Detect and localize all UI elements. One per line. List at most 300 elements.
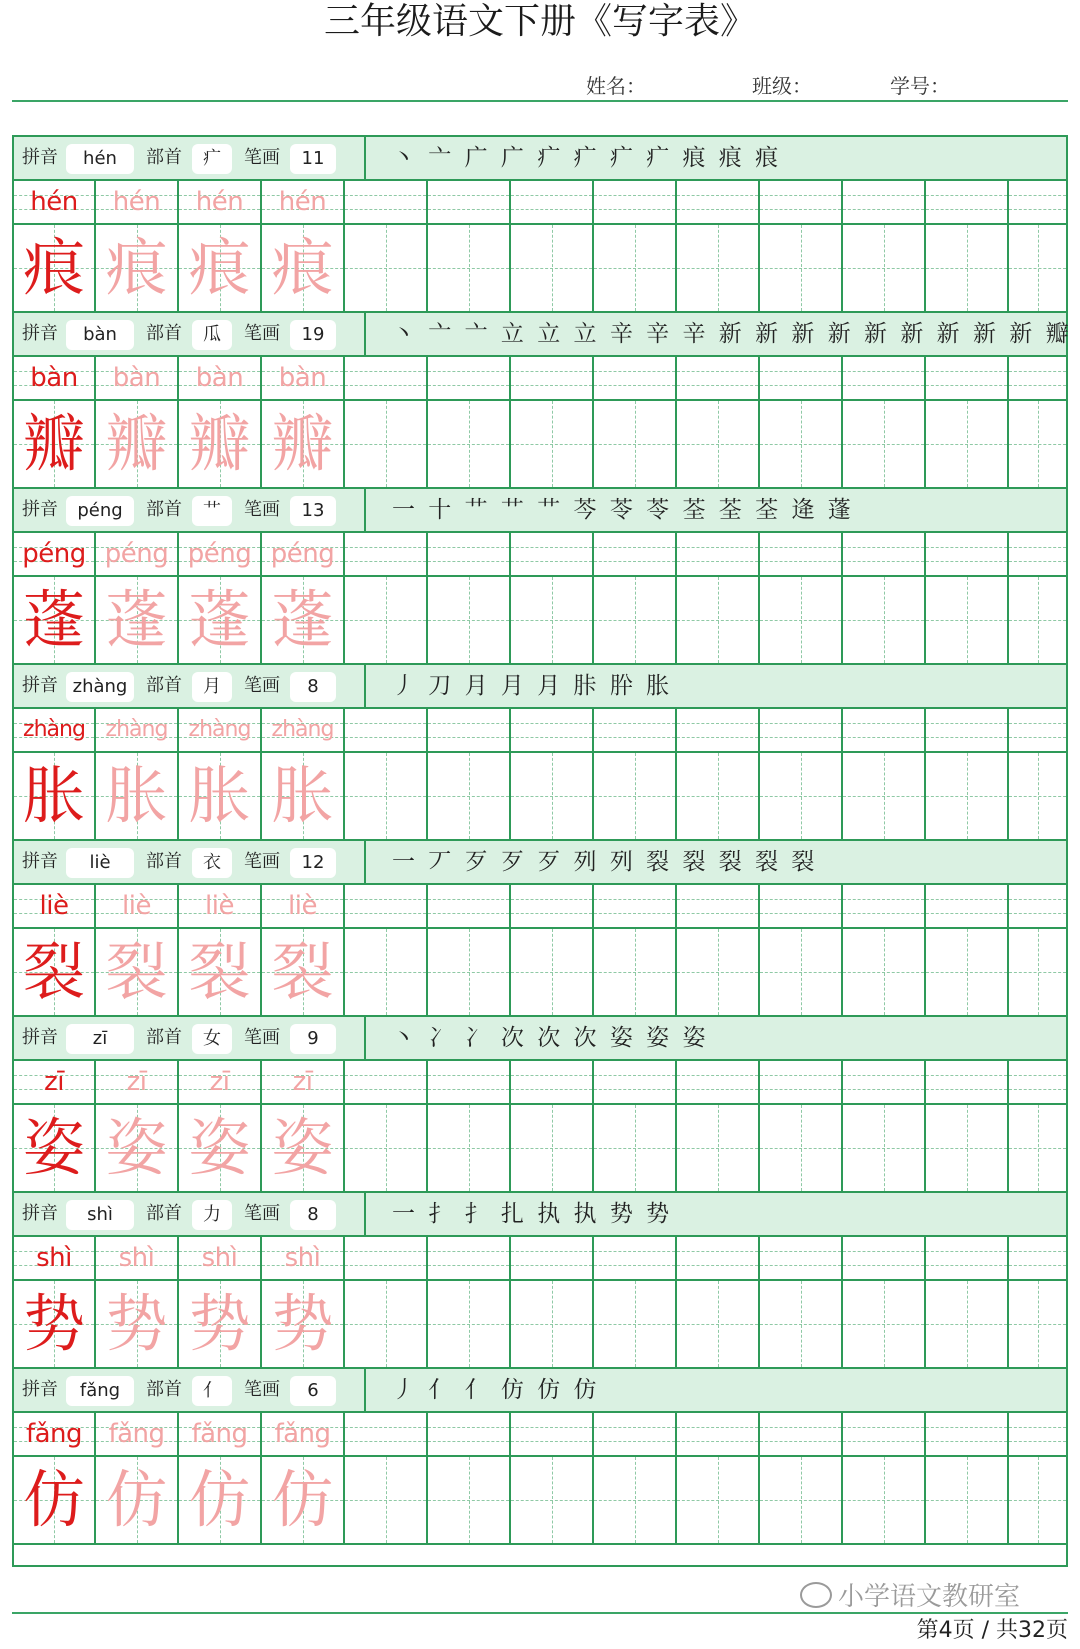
tianzige-cell[interactable] (843, 1281, 926, 1367)
tianzige-cell (96, 225, 179, 311)
pinyin-cell (179, 181, 262, 223)
trace-character: 胀 (105, 759, 168, 832)
trace-character: 仿 (105, 1463, 168, 1536)
model-character: 瓣 (22, 407, 85, 480)
stroke-count: 8 (290, 672, 336, 702)
pinyin-cell[interactable] (760, 1413, 843, 1455)
trace-pinyin: zī (292, 1067, 313, 1097)
tianzige-cell (96, 753, 179, 839)
pinyin-cell[interactable] (594, 709, 677, 751)
pinyin-cell (96, 709, 179, 751)
tianzige-cell[interactable] (926, 929, 1009, 1015)
watermark (800, 1580, 1020, 1614)
pinyin-cell[interactable] (511, 181, 594, 223)
trace-character: 姿 (271, 1111, 334, 1184)
pinyin-cell[interactable] (926, 885, 1009, 927)
pinyin-cell[interactable] (1009, 709, 1066, 751)
tianzige-cell (179, 577, 262, 663)
pinyin-cell (96, 181, 179, 223)
tianzige-cell[interactable] (428, 929, 511, 1015)
pinyin-cell (179, 709, 262, 751)
pinyin-row (14, 885, 1066, 929)
tianzige-cell[interactable] (677, 753, 760, 839)
tianzige-cell[interactable] (843, 929, 926, 1015)
strokes-label: 笔画 (244, 323, 280, 344)
tianzige-cell[interactable] (511, 401, 594, 487)
tianzige-cell[interactable] (428, 1281, 511, 1367)
model-pinyin: liè (39, 891, 69, 921)
tianzige-cell (14, 577, 96, 663)
tianzige-cell[interactable] (345, 401, 428, 487)
trace-pinyin: zhàng (105, 717, 168, 742)
pinyin-cell[interactable] (428, 709, 511, 751)
tianzige-cell[interactable] (428, 1105, 511, 1191)
pinyin-cell[interactable] (594, 885, 677, 927)
strokes-label: 笔画 (244, 499, 280, 520)
trace-pinyin: bàn (195, 363, 244, 393)
pinyin-cell[interactable] (1009, 1061, 1066, 1103)
tianzige-cell[interactable] (345, 225, 428, 311)
tianzige-cell[interactable] (677, 1457, 760, 1543)
tianzige-cell[interactable] (1009, 577, 1066, 663)
char-block (14, 665, 1066, 841)
pinyin-value: fǎng (66, 1376, 134, 1406)
trace-character: 蓬 (271, 583, 334, 656)
tianzige-cell[interactable] (594, 225, 677, 311)
tianzige-cell[interactable] (428, 225, 511, 311)
tianzige-cell[interactable] (677, 577, 760, 663)
tianzige-cell[interactable] (511, 225, 594, 311)
pinyin-cell[interactable] (594, 357, 677, 399)
pinyin-cell[interactable] (843, 357, 926, 399)
pinyin-cell[interactable] (843, 1061, 926, 1103)
tianzige-cell[interactable] (345, 753, 428, 839)
pinyin-cell[interactable] (677, 1237, 760, 1279)
stroke-order: 丶 亠 广 广 疒 疒 疒 疒 痕 痕 痕 (392, 145, 782, 171)
watermark-text: 小学语文教研室 (838, 1582, 1021, 1612)
tianzige-cell (96, 1281, 179, 1367)
tianzige-cell (96, 401, 179, 487)
pinyin-cell[interactable] (760, 533, 843, 575)
tianzige-cell[interactable] (511, 1105, 594, 1191)
pinyin-cell (96, 357, 179, 399)
tianzige-cell[interactable] (843, 1457, 926, 1543)
tianzige-cell[interactable] (760, 753, 843, 839)
tianzige-cell[interactable] (760, 577, 843, 663)
trace-pinyin: zhàng (271, 717, 334, 742)
trace-character: 瓣 (105, 407, 168, 480)
char-block (14, 313, 1072, 489)
pinyin-cell[interactable] (1009, 181, 1066, 223)
pinyin-cell (262, 1237, 345, 1279)
tianzige-cell[interactable] (594, 1281, 677, 1367)
pinyin-value: péng (66, 496, 134, 526)
model-character: 势 (22, 1287, 85, 1360)
tianzige-cell[interactable] (760, 225, 843, 311)
pinyin-cell (14, 885, 96, 927)
pinyin-cell[interactable] (1009, 533, 1066, 575)
tianzige-cell (96, 577, 179, 663)
pinyin-cell[interactable] (594, 1237, 677, 1279)
trace-character: 裂 (105, 935, 168, 1008)
pinyin-cell[interactable] (926, 181, 1009, 223)
student-info (0, 70, 1080, 100)
pinyin-cell[interactable] (677, 885, 760, 927)
tianzige-cell (96, 929, 179, 1015)
stroke-count: 19 (290, 320, 336, 350)
trace-pinyin: fǎng (108, 1419, 165, 1449)
tianzige-cell[interactable] (843, 1105, 926, 1191)
pinyin-cell[interactable] (760, 709, 843, 751)
pinyin-cell[interactable] (511, 357, 594, 399)
trace-character: 姿 (105, 1111, 168, 1184)
strokes-label: 笔画 (244, 851, 280, 872)
tianzige-cell (179, 1457, 262, 1543)
pinyin-cell[interactable] (345, 885, 428, 927)
trace-pinyin: péng (270, 539, 335, 569)
character-row (14, 401, 1066, 489)
model-pinyin: péng (22, 539, 86, 569)
header-divider-line (364, 313, 366, 355)
model-pinyin: fǎng (25, 1419, 83, 1449)
strokes-label: 笔画 (244, 1027, 280, 1048)
pinyin-cell[interactable] (760, 181, 843, 223)
pinyin-cell[interactable] (926, 709, 1009, 751)
trace-character: 胀 (188, 759, 251, 832)
tianzige-cell[interactable] (1009, 753, 1066, 839)
pinyin-cell[interactable] (428, 1413, 511, 1455)
model-character: 蓬 (22, 583, 85, 656)
tianzige-cell[interactable] (511, 1281, 594, 1367)
pinyin-cell (14, 533, 96, 575)
trace-pinyin: liè (205, 891, 234, 921)
pinyin-cell[interactable] (511, 533, 594, 575)
trace-character: 姿 (188, 1111, 251, 1184)
pinyin-cell[interactable] (843, 1237, 926, 1279)
pinyin-cell[interactable] (677, 357, 760, 399)
pinyin-value: hén (66, 144, 134, 174)
char-info-header (14, 1369, 1066, 1413)
trace-character: 痕 (188, 231, 251, 304)
footer-divider (12, 1612, 1068, 1614)
tianzige-cell[interactable] (677, 1281, 760, 1367)
trace-pinyin: liè (122, 891, 151, 921)
tianzige-cell[interactable] (843, 577, 926, 663)
pinyin-cell[interactable] (677, 1413, 760, 1455)
tianzige-cell (179, 401, 262, 487)
tianzige-cell (262, 1105, 345, 1191)
pinyin-cell[interactable] (428, 533, 511, 575)
pinyin-cell[interactable] (760, 1237, 843, 1279)
class-label: 班级： (752, 74, 812, 98)
tianzige-cell[interactable] (1009, 401, 1066, 487)
tianzige-cell[interactable] (843, 225, 926, 311)
radical-label: 部首 (146, 499, 182, 520)
header-divider-line (364, 1193, 366, 1235)
tianzige-cell[interactable] (926, 753, 1009, 839)
radical-value: 艹 (192, 496, 232, 526)
trace-character: 仿 (188, 1463, 251, 1536)
char-info-header (14, 137, 1066, 181)
model-pinyin: bàn (30, 363, 78, 393)
pinyin-cell[interactable] (428, 357, 511, 399)
stroke-count: 8 (290, 1200, 336, 1230)
tianzige-cell[interactable] (677, 1105, 760, 1191)
tianzige-cell[interactable] (511, 753, 594, 839)
stroke-order: 丶 冫 冫 次 次 次 姿 姿 姿 (392, 1025, 709, 1051)
worksheet-title: 三年级语文下册《写字表》 (323, 1, 756, 42)
tianzige-cell[interactable] (594, 577, 677, 663)
pinyin-cell (179, 885, 262, 927)
pinyin-cell[interactable] (345, 1237, 428, 1279)
pinyin-cell[interactable] (843, 533, 926, 575)
tianzige-cell (14, 225, 96, 311)
tianzige-cell[interactable] (677, 225, 760, 311)
pinyin-cell (262, 1061, 345, 1103)
tianzige-cell[interactable] (1009, 929, 1066, 1015)
pinyin-cell[interactable] (677, 533, 760, 575)
pinyin-cell (179, 1061, 262, 1103)
pinyin-cell[interactable] (926, 533, 1009, 575)
pinyin-cell (14, 181, 96, 223)
tianzige-cell[interactable] (760, 929, 843, 1015)
pinyin-cell[interactable] (1009, 885, 1066, 927)
tianzige-cell[interactable] (1009, 1457, 1066, 1543)
pinyin-row (14, 1413, 1066, 1457)
tianzige-cell (179, 929, 262, 1015)
pinyin-cell[interactable] (428, 1061, 511, 1103)
header-divider-line (364, 1017, 366, 1059)
stroke-order: 丿 亻 亻 仿 仿 仿 (392, 1377, 600, 1403)
char-info-header (14, 313, 1072, 357)
radical-value: 衣 (192, 848, 232, 878)
model-character: 胀 (22, 759, 85, 832)
stroke-count: 12 (290, 848, 336, 878)
model-character: 裂 (22, 935, 85, 1008)
stroke-order: 丶 亠 亠 立 立 立 辛 辛 辛 新 新 新 新 新 新 新 新 新 瓣 (392, 321, 1072, 347)
model-character: 姿 (22, 1111, 85, 1184)
tianzige-cell[interactable] (594, 929, 677, 1015)
pinyin-cell[interactable] (1009, 1413, 1066, 1455)
pinyin-cell[interactable] (1009, 1237, 1066, 1279)
tianzige-cell[interactable] (511, 577, 594, 663)
pinyin-row (14, 533, 1066, 577)
pinyin-cell (96, 533, 179, 575)
tianzige-cell (262, 225, 345, 311)
pinyin-row (14, 1061, 1066, 1105)
tianzige-cell[interactable] (511, 1457, 594, 1543)
tianzige-cell (14, 1281, 96, 1367)
tianzige-cell[interactable] (926, 1105, 1009, 1191)
character-row (14, 225, 1066, 313)
tianzige-cell[interactable] (760, 1281, 843, 1367)
pinyin-cell[interactable] (345, 533, 428, 575)
tianzige-cell (14, 1105, 96, 1191)
pinyin-cell[interactable] (345, 181, 428, 223)
page-number: 第4页 / 共32页 (916, 1618, 1068, 1643)
char-block (14, 1369, 1066, 1545)
tianzige-cell[interactable] (428, 753, 511, 839)
char-block (14, 1193, 1066, 1369)
header-divider-line (364, 489, 366, 531)
tianzige-cell[interactable] (926, 577, 1009, 663)
stroke-count: 11 (290, 144, 336, 174)
trace-pinyin: hén (278, 187, 327, 217)
header-divider-line (364, 665, 366, 707)
tianzige-cell[interactable] (677, 929, 760, 1015)
tianzige-cell[interactable] (760, 1105, 843, 1191)
pinyin-cell[interactable] (843, 885, 926, 927)
tianzige-cell[interactable] (1009, 225, 1066, 311)
character-row (14, 1281, 1066, 1369)
pinyin-cell[interactable] (594, 1061, 677, 1103)
pinyin-cell[interactable] (843, 709, 926, 751)
pinyin-cell (179, 533, 262, 575)
pinyin-cell[interactable] (428, 181, 511, 223)
pinyin-cell (14, 1061, 96, 1103)
pinyin-cell (14, 1413, 96, 1455)
pinyin-cell (262, 181, 345, 223)
tianzige-cell[interactable] (926, 225, 1009, 311)
pinyin-cell (96, 885, 179, 927)
pinyin-row (14, 181, 1066, 225)
trace-pinyin: péng (187, 539, 252, 569)
trace-pinyin: fǎng (191, 1419, 248, 1449)
tianzige-cell[interactable] (926, 1457, 1009, 1543)
pinyin-cell[interactable] (926, 1061, 1009, 1103)
tianzige-cell[interactable] (926, 1281, 1009, 1367)
pinyin-cell (262, 885, 345, 927)
pinyin-cell[interactable] (926, 1237, 1009, 1279)
tianzige-cell[interactable] (345, 1457, 428, 1543)
tianzige-cell[interactable] (926, 401, 1009, 487)
tianzige-cell[interactable] (428, 577, 511, 663)
trace-character: 仿 (271, 1463, 334, 1536)
pinyin-cell[interactable] (511, 709, 594, 751)
pinyin-value: zī (66, 1024, 134, 1054)
pinyin-cell[interactable] (594, 533, 677, 575)
pinyin-cell[interactable] (594, 181, 677, 223)
radical-label: 部首 (146, 1203, 182, 1224)
strokes-label: 笔画 (244, 1379, 280, 1400)
pinyin-value: zhàng (66, 672, 134, 702)
stroke-order: 一 扌 扌 扎 执 执 势 势 (392, 1201, 673, 1227)
pinyin-cell (262, 357, 345, 399)
header-divider (12, 100, 1068, 102)
tianzige-cell[interactable] (428, 1457, 511, 1543)
tianzige-cell[interactable] (594, 401, 677, 487)
trace-character: 瓣 (271, 407, 334, 480)
radical-value: 疒 (192, 144, 232, 174)
trace-character: 裂 (271, 935, 334, 1008)
pinyin-cell[interactable] (345, 709, 428, 751)
pinyin-cell[interactable] (677, 709, 760, 751)
tianzige-cell[interactable] (345, 1281, 428, 1367)
character-row (14, 929, 1066, 1017)
pinyin-cell[interactable] (594, 1413, 677, 1455)
tianzige-cell[interactable] (677, 401, 760, 487)
pinyin-cell[interactable] (677, 1061, 760, 1103)
pinyin-cell[interactable] (511, 1237, 594, 1279)
pinyin-cell (179, 1413, 262, 1455)
model-character: 仿 (22, 1463, 85, 1536)
pinyin-cell[interactable] (843, 181, 926, 223)
radical-label: 部首 (146, 323, 182, 344)
tianzige-cell[interactable] (594, 1457, 677, 1543)
pinyin-label: 拼音 (22, 675, 58, 696)
pinyin-cell[interactable] (511, 885, 594, 927)
tianzige-cell[interactable] (760, 1457, 843, 1543)
tianzige-cell (262, 401, 345, 487)
radical-label: 部首 (146, 675, 182, 696)
name-label: 姓名： (586, 74, 646, 98)
pinyin-cell[interactable] (428, 1237, 511, 1279)
radical-label: 部首 (146, 851, 182, 872)
tianzige-cell[interactable] (345, 577, 428, 663)
tianzige-cell[interactable] (594, 753, 677, 839)
pinyin-cell (179, 1237, 262, 1279)
trace-character: 胀 (271, 759, 334, 832)
tianzige-cell (262, 929, 345, 1015)
tianzige-cell[interactable] (843, 753, 926, 839)
pinyin-cell[interactable] (926, 357, 1009, 399)
trace-pinyin: bàn (278, 363, 327, 393)
trace-pinyin: shì (118, 1243, 155, 1273)
tianzige-cell[interactable] (843, 401, 926, 487)
pinyin-cell[interactable] (345, 1061, 428, 1103)
pinyin-cell[interactable] (511, 1413, 594, 1455)
character-row (14, 577, 1066, 665)
tianzige-cell (14, 401, 96, 487)
pinyin-cell[interactable] (760, 1061, 843, 1103)
tianzige-cell[interactable] (511, 929, 594, 1015)
char-block (14, 1017, 1066, 1193)
writing-grid (12, 135, 1072, 1567)
tianzige-cell[interactable] (428, 401, 511, 487)
char-info-header (14, 841, 1066, 885)
tianzige-cell[interactable] (345, 929, 428, 1015)
radical-value: 力 (192, 1200, 232, 1230)
stroke-order: 一 丆 歹 歹 歹 列 列 裂 裂 裂 裂 裂 (392, 849, 818, 875)
pinyin-cell[interactable] (1009, 357, 1066, 399)
pinyin-cell[interactable] (760, 357, 843, 399)
tianzige-cell[interactable] (345, 1105, 428, 1191)
pinyin-cell[interactable] (345, 1413, 428, 1455)
pinyin-cell[interactable] (677, 181, 760, 223)
stroke-order: 一 十 艹 艹 艹 芩 苓 苓 荃 荃 荃 逄 蓬 (392, 497, 854, 523)
pinyin-cell[interactable] (843, 1413, 926, 1455)
trace-pinyin: liè (288, 891, 317, 921)
pinyin-cell[interactable] (511, 1061, 594, 1103)
pinyin-cell (14, 1237, 96, 1279)
trace-character: 痕 (105, 231, 168, 304)
stroke-order: 丿 刀 月 月 月 胩 肸 胀 (392, 673, 673, 699)
radical-label: 部首 (146, 1379, 182, 1400)
tianzige-cell[interactable] (594, 1105, 677, 1191)
pinyin-cell[interactable] (926, 1413, 1009, 1455)
pinyin-cell[interactable] (428, 885, 511, 927)
tianzige-cell[interactable] (1009, 1105, 1066, 1191)
tianzige-cell[interactable] (760, 401, 843, 487)
char-info-header (14, 665, 1066, 709)
pinyin-value: shì (66, 1200, 134, 1230)
pinyin-cell[interactable] (760, 885, 843, 927)
pinyin-label: 拼音 (22, 147, 58, 168)
pinyin-cell (262, 1413, 345, 1455)
pinyin-cell[interactable] (345, 357, 428, 399)
tianzige-cell[interactable] (1009, 1281, 1066, 1367)
pinyin-cell (262, 533, 345, 575)
